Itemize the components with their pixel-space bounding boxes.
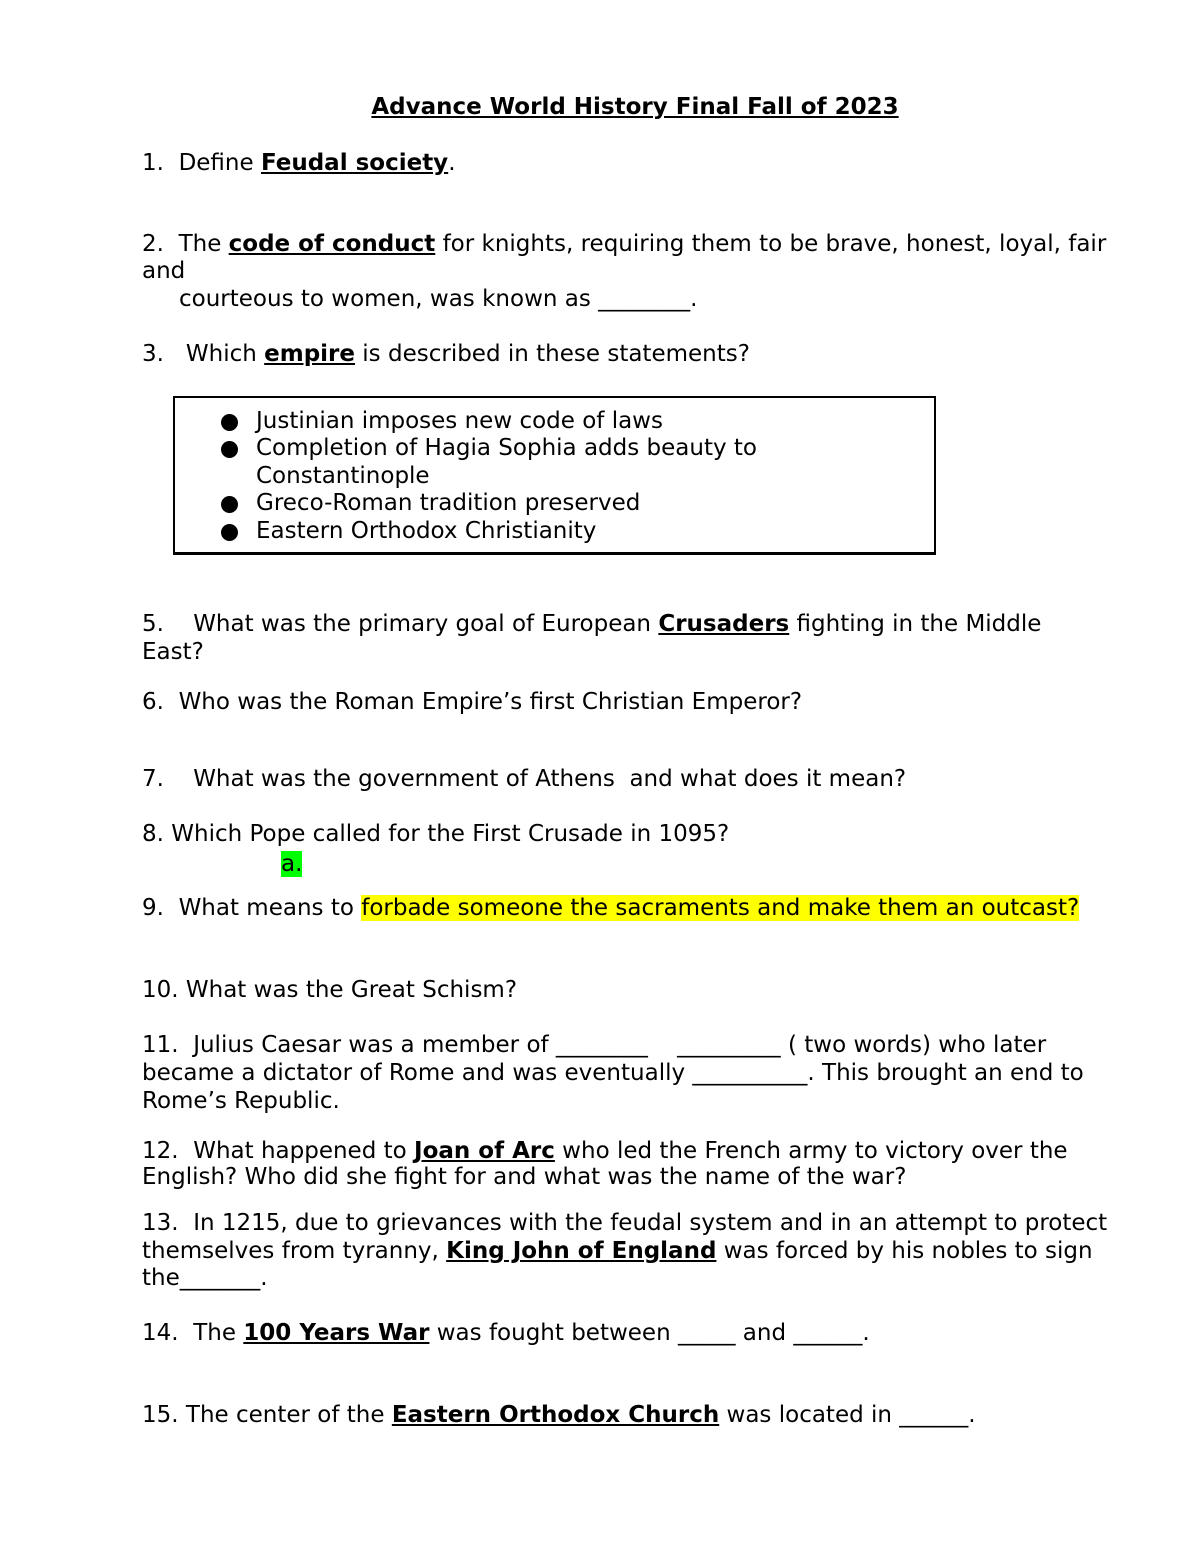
q8-answer-wrap <box>281 850 302 878</box>
statement-2: Completion of Hagia Sophia adds beauty to <box>256 435 757 461</box>
q2-term: code of conduct <box>228 231 436 257</box>
question-13: 13. In 1215, due to grievances with the feudal system and in an attempt to protect <box>142 1210 1108 1236</box>
question-5-line2: East? <box>142 639 204 665</box>
q1-term: Feudal society <box>260 150 449 176</box>
q13-post: was forced by his nobles to sign <box>716 1238 1093 1264</box>
question-2-line3: courteous to women, was known as ________. <box>179 286 698 312</box>
question-3 <box>142 340 750 368</box>
q5-post: fighting in the Middle <box>789 611 1042 637</box>
question-10: 10. What was the Great Schism? <box>142 977 518 1003</box>
question-9 <box>142 894 1079 922</box>
q5-text: 5. What was the primary goal of European <box>142 611 659 637</box>
q12-term: Joan of Arc <box>414 1138 555 1164</box>
q14-post: was fought between _____ and ______. <box>429 1320 870 1346</box>
question-8: 8. Which Pope called for the First Crusade in 1095? <box>142 821 730 847</box>
question-11: 11. Julius Caesar was a member of ________ _________ ( two words) who later <box>142 1032 1047 1058</box>
statement-2-cont: Constantinople <box>256 463 430 489</box>
bullet-icon <box>221 441 238 458</box>
question-11-line2: became a dictator of Rome and was eventually __________. This brought an end to <box>142 1060 1084 1086</box>
statement-1: Justinian imposes new code of laws <box>256 408 663 434</box>
q3-term: empire <box>264 341 355 367</box>
statement-4: Eastern Orthodox Christianity <box>256 518 597 544</box>
q15-text: 15. The center of the <box>142 1402 392 1428</box>
question-12-line2: English? Who did she fight for and what was the name of the war? <box>142 1164 907 1190</box>
bullet-icon <box>221 524 238 541</box>
q15-post: was located in ______. <box>719 1402 976 1428</box>
q9-highlight: forbade someone the sacraments and make them an outcast? <box>361 895 1080 921</box>
question-2 <box>142 230 1106 258</box>
question-11-line3: Rome’s Republic. <box>142 1088 340 1114</box>
q3-post: is described in these statements? <box>354 341 750 367</box>
q1-post: . <box>448 150 456 176</box>
q12-text: 12. What happened to <box>142 1138 415 1164</box>
q9-text: 9. What means to <box>142 895 362 921</box>
statement-3: Greco-Roman tradition preserved <box>256 490 641 516</box>
q1-text: 1. Define <box>142 150 261 176</box>
q8-answer: a. <box>281 851 303 877</box>
bullet-icon <box>221 414 238 431</box>
q2-text: 2. The <box>142 231 229 257</box>
question-15 <box>142 1401 976 1429</box>
q13-term: King John of England <box>446 1238 717 1264</box>
q2-post: for knights, requiring them to be brave, honest, loyal, fair <box>435 231 1107 257</box>
question-13-line2 <box>142 1237 1093 1265</box>
bullet-icon <box>221 496 238 513</box>
question-5 <box>142 610 1041 638</box>
q13-text: themselves from tyranny, <box>142 1238 447 1264</box>
q14-text: 14. The <box>142 1320 244 1346</box>
question-7: 7. What was the government of Athens and what does it mean? <box>142 766 907 792</box>
question-12 <box>142 1137 1068 1165</box>
q15-term: Eastern Orthodox Church <box>391 1402 720 1428</box>
question-1 <box>142 149 456 177</box>
q5-term: Crusaders <box>658 611 790 637</box>
page-title: Advance World History Final Fall of 2023 <box>371 94 899 120</box>
q3-text: 3. Which <box>142 341 265 367</box>
q14-term: 100 Years War <box>243 1320 430 1346</box>
question-13-line3: the_______. <box>142 1265 268 1291</box>
question-6: 6. Who was the Roman Empire’s first Christian Emperor? <box>142 689 803 715</box>
q12-post: who led the French army to victory over the <box>554 1138 1068 1164</box>
question-14 <box>142 1319 870 1347</box>
question-2-line2: and <box>142 258 186 284</box>
